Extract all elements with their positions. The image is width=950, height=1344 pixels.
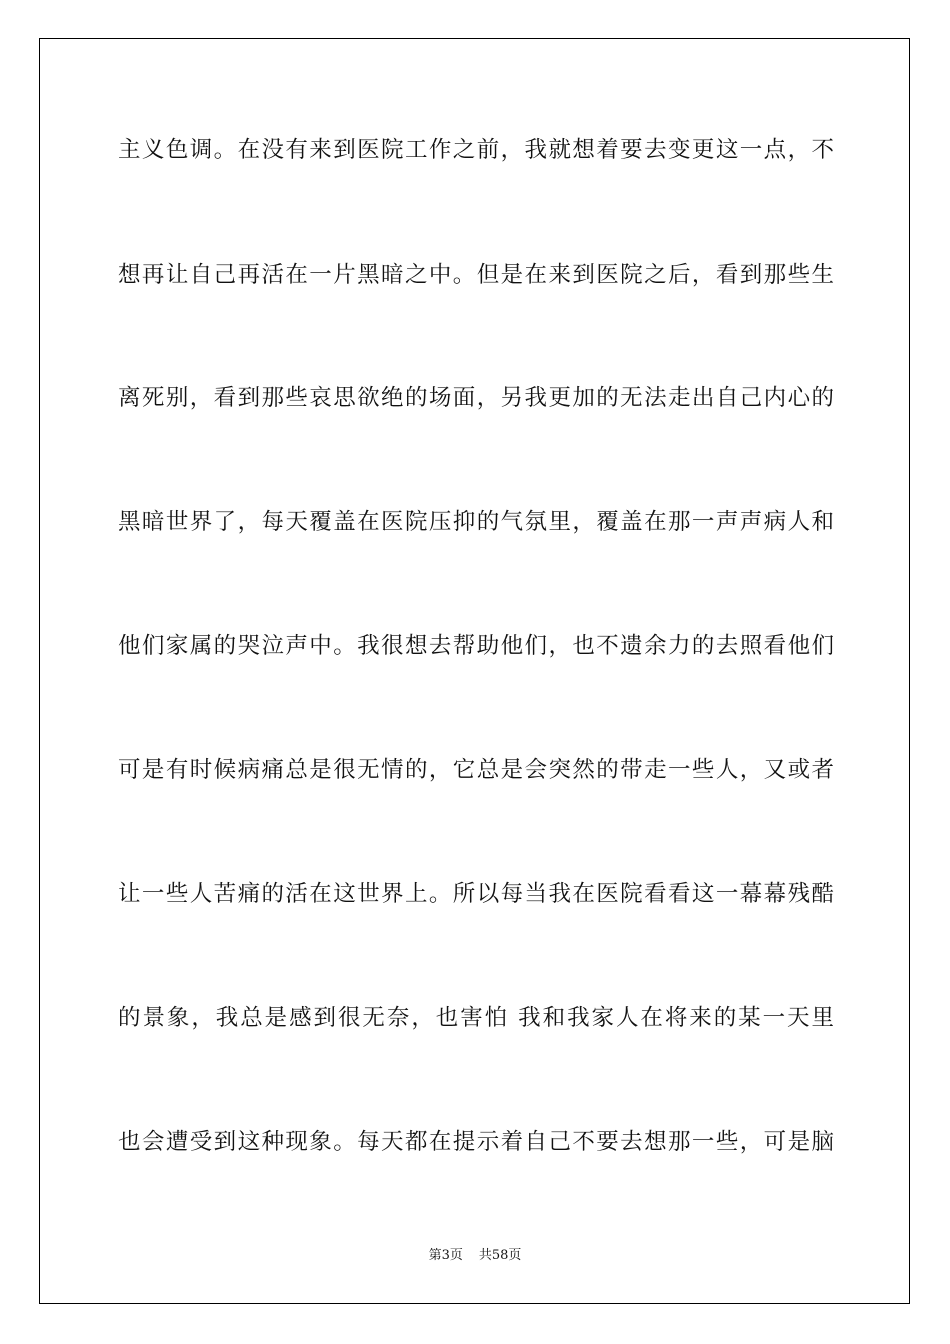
text-line: 可是有时候病痛总是很无情的，它总是会突然的带走一些人，又或者	[118, 757, 834, 783]
text-line: 想再让自己再活在一片黑暗之中。但是在来到医院之后，看到那些生	[118, 262, 834, 288]
text-line: 让一些人苦痛的活在这世界上。所以每当我在医院看看这一幕幕残酷	[118, 881, 834, 907]
page-footer	[0, 1247, 950, 1265]
text-line: 的景象，我总是感到很无奈，也害怕 我和我家人在将来的某一天里	[118, 1005, 834, 1031]
text-line: 黑暗世界了，每天覆盖在医院压抑的气氛里，覆盖在那一声声病人和	[118, 509, 834, 535]
text-line: 离死别，看到那些哀思欲绝的场面，另我更加的无法走出自己内心的	[118, 385, 834, 411]
page-total: 共58页	[478, 1248, 522, 1263]
text-line: 主义色调。在没有来到医院工作之前，我就想着要去变更这一点，不	[118, 137, 834, 163]
text-line: 也会遭受到这种现象。每天都在提示着自己不要去想那一些，可是脑	[118, 1129, 834, 1155]
text-line: 他们家属的哭泣声中。我很想去帮助他们，也不遗余力的去照看他们	[118, 633, 834, 659]
page-number: 第3页	[428, 1248, 463, 1263]
page-border	[39, 38, 910, 1304]
